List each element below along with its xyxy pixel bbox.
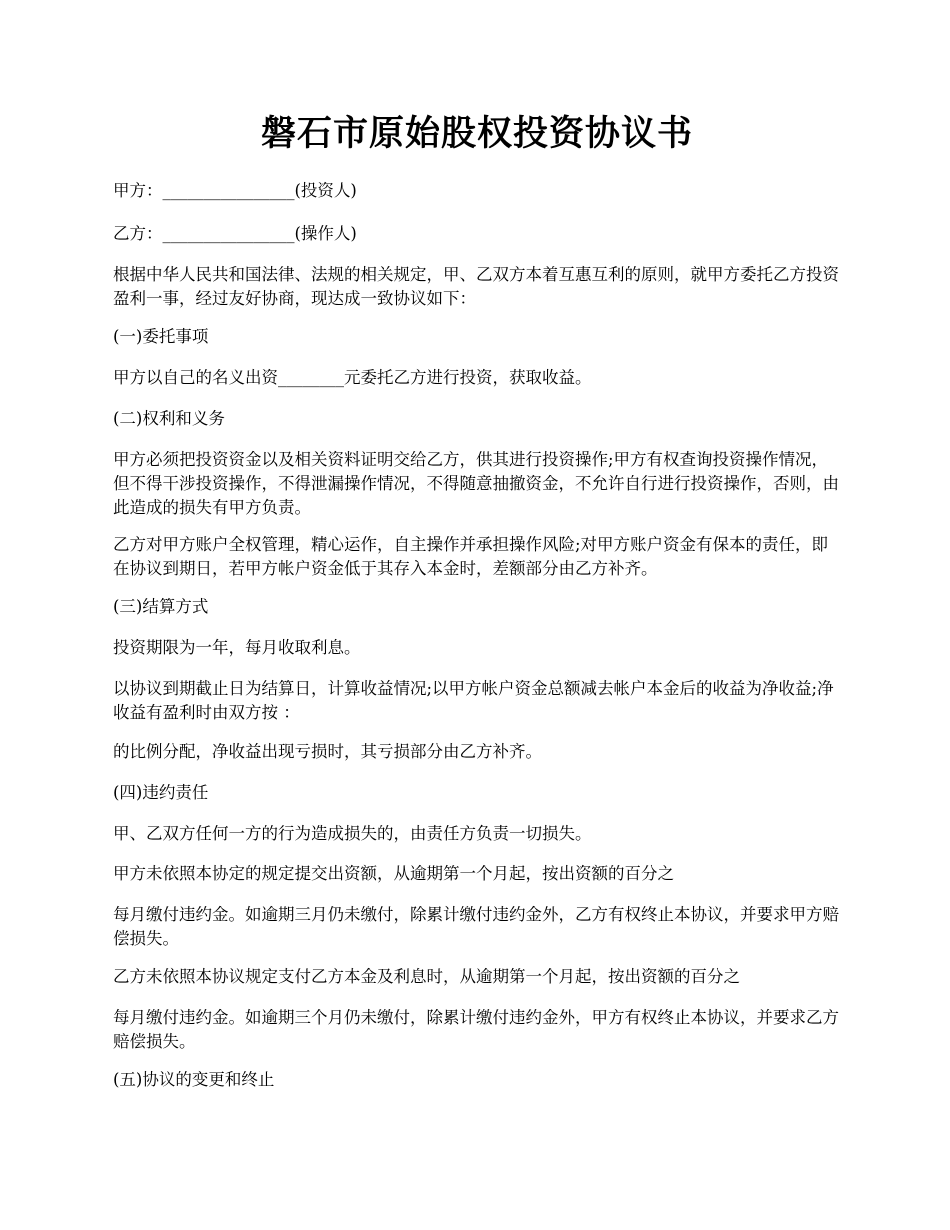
preamble-paragraph: 根据中华人民共和国法律、法规的相关规定，甲、乙双方本着互惠互利的原则，就甲方委托乙方投资盈利一事，经过友好协商，现达成一致协议如下： — [113, 265, 839, 308]
paragraph: 每月缴付违约金。如逾期三月仍未缴付，除累计缴付违约金外，乙方有权终止本协议，并要求甲方赔偿损失。 — [113, 905, 839, 948]
section-heading-1: (一)委托事项 — [113, 327, 209, 346]
paragraph: 每月缴付违约金。如逾期三个月仍未缴付，除累计缴付违约金外，甲方有权终止本协议，并要求乙方赔偿损失。 — [113, 1008, 839, 1051]
paragraph: 乙方未依照本协议规定支付乙方本金及利息时，从逾期第一个月起，按出资额的百分之 — [113, 967, 740, 986]
paragraph: 的比例分配，净收益出现亏损时，其亏损部分由乙方补齐。 — [113, 742, 542, 761]
section-heading-3: (三)结算方式 — [113, 597, 209, 616]
paragraph: 甲方必须把投资资金以及相关资料证明交给乙方，供其进行投资操作;甲方有权查询投资操作情况，但不得干涉投资操作，不得泄漏操作情况，不得随意抽撤资金，不允许自行进行投资操作，否则，由此造成的损失有甲方负责。 — [113, 450, 839, 517]
paragraph: 乙方对甲方账户全权管理，精心运作，自主操作并承担操作风险;对甲方账户资金有保本的责任，即在协议到期日，若甲方帐户资金低于其存入本金时，差额部分由乙方补齐。 — [113, 535, 829, 578]
paragraph: 甲方以自己的名义出资________元委托乙方进行投资，获取收益。 — [113, 368, 592, 387]
paragraph: 甲、乙双方任何一方的行为造成损失的，由责任方负责一切损失。 — [113, 824, 592, 843]
paragraph: 投资期限为一年，每月收取利息。 — [113, 638, 361, 657]
section-heading-2: (二)权利和义务 — [113, 409, 225, 428]
section-heading-4: (四)违约责任 — [113, 783, 209, 802]
paragraph: 以协议到期截止日为结算日，计算收益情况;以甲方帐户资金总额减去帐户本金后的收益为净收益;净收益有盈利时由双方按 ： — [113, 679, 834, 722]
paragraph: 甲方未依照本协定的规定提交出资额，从逾期第一个月起，按出资额的百分之 — [113, 864, 674, 883]
section-heading-5: (五)协议的变更和终止 — [113, 1070, 275, 1089]
document-title: 磐石市原始股权投资协议书 — [260, 113, 693, 154]
party-a-line: 甲方：________________(投资人) — [113, 181, 357, 200]
party-b-line: 乙方：________________(操作人) — [113, 224, 357, 243]
